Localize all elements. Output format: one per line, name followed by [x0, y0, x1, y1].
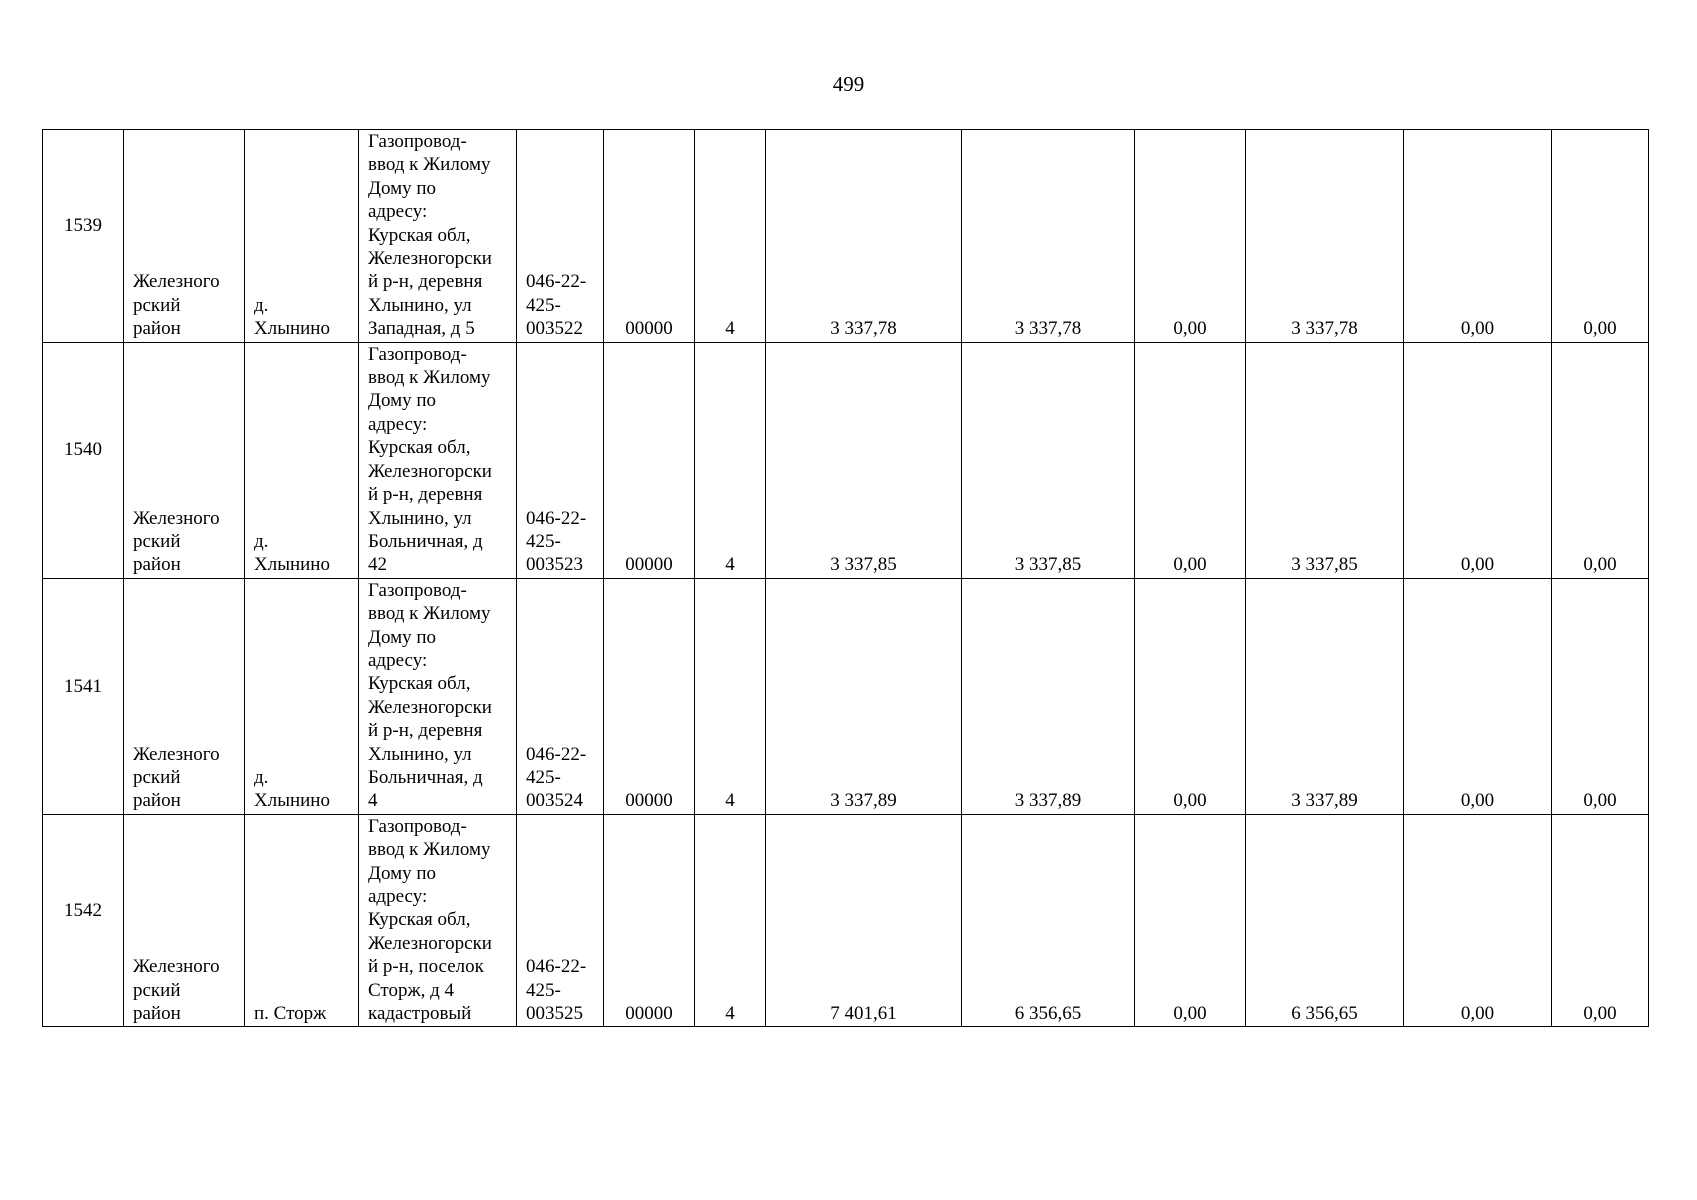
- value-c-cell: 6 356,65: [1246, 814, 1404, 1027]
- value-c-cell: 3 337,89: [1246, 578, 1404, 814]
- inventory-number-cell: 046-22- 425- 003525: [517, 814, 604, 1027]
- page-number: 499: [832, 72, 865, 96]
- group-cell: 4: [695, 342, 766, 578]
- object-name-cell: Газопровод- ввод к Жилому Дому по адресу: Курская обл, Железногорски й р-н, деревня Хлынино, ул Больничная, д 4: [359, 578, 517, 814]
- object-name-cell: Газопровод- ввод к Жилому Дому по адресу: Курская обл, Железногорски й р-н, деревня Хлынино, ул Западная, д 5: [359, 130, 517, 343]
- value-c-cell: 3 337,85: [1246, 342, 1404, 578]
- value-e-cell: 0,00: [1552, 130, 1649, 343]
- value-d-cell: 0,00: [1404, 130, 1552, 343]
- table-row: [43, 342, 1649, 578]
- row-number: 1541: [43, 578, 124, 814]
- value-b-cell: 0,00: [1135, 342, 1246, 578]
- row-number: 1542: [43, 814, 124, 1027]
- inventory-number-cell: 046-22- 425- 003522: [517, 130, 604, 343]
- district-cell: Железного рский район: [124, 814, 245, 1027]
- inventory-number-cell: 046-22- 425- 003523: [517, 342, 604, 578]
- group-cell: 4: [695, 130, 766, 343]
- table-row: [43, 130, 1649, 343]
- initial-cost-cell: 3 337,78: [766, 130, 962, 343]
- value-d-cell: 0,00: [1404, 578, 1552, 814]
- value-e-cell: 0,00: [1552, 342, 1649, 578]
- table-row: [43, 578, 1649, 814]
- code-cell: 00000: [604, 578, 695, 814]
- value-b-cell: 0,00: [1135, 130, 1246, 343]
- property-register-table: [42, 129, 1649, 1027]
- value-a-cell: 3 337,89: [962, 578, 1135, 814]
- initial-cost-cell: 3 337,85: [766, 342, 962, 578]
- group-cell: 4: [695, 578, 766, 814]
- value-b-cell: 0,00: [1135, 578, 1246, 814]
- inventory-number-cell: 046-22- 425- 003524: [517, 578, 604, 814]
- value-d-cell: 0,00: [1404, 342, 1552, 578]
- locality-cell: д. Хлынино: [245, 578, 359, 814]
- value-a-cell: 3 337,85: [962, 342, 1135, 578]
- initial-cost-cell: 7 401,61: [766, 814, 962, 1027]
- code-cell: 00000: [604, 130, 695, 343]
- value-a-cell: 6 356,65: [962, 814, 1135, 1027]
- value-e-cell: 0,00: [1552, 578, 1649, 814]
- row-number: 1539: [43, 130, 124, 343]
- locality-cell: д. Хлынино: [245, 342, 359, 578]
- row-number: 1540: [43, 342, 124, 578]
- value-e-cell: 0,00: [1552, 814, 1649, 1027]
- code-cell: 00000: [604, 342, 695, 578]
- locality-cell: п. Сторж: [245, 814, 359, 1027]
- district-cell: Железного рский район: [124, 578, 245, 814]
- object-name-cell: Газопровод- ввод к Жилому Дому по адресу: Курская обл, Железногорски й р-н, поселок Сторж, д 4 кадастровый: [359, 814, 517, 1027]
- district-cell: Железного рский район: [124, 342, 245, 578]
- value-a-cell: 3 337,78: [962, 130, 1135, 343]
- group-cell: 4: [695, 814, 766, 1027]
- district-cell: Железного рский район: [124, 130, 245, 343]
- locality-cell: д. Хлынино: [245, 130, 359, 343]
- value-c-cell: 3 337,78: [1246, 130, 1404, 343]
- object-name-cell: Газопровод- ввод к Жилому Дому по адресу: Курская обл, Железногорски й р-н, деревня Хлынино, ул Больничная, д 42: [359, 342, 517, 578]
- table-row: [43, 814, 1649, 1027]
- initial-cost-cell: 3 337,89: [766, 578, 962, 814]
- value-d-cell: 0,00: [1404, 814, 1552, 1027]
- value-b-cell: 0,00: [1135, 814, 1246, 1027]
- code-cell: 00000: [604, 814, 695, 1027]
